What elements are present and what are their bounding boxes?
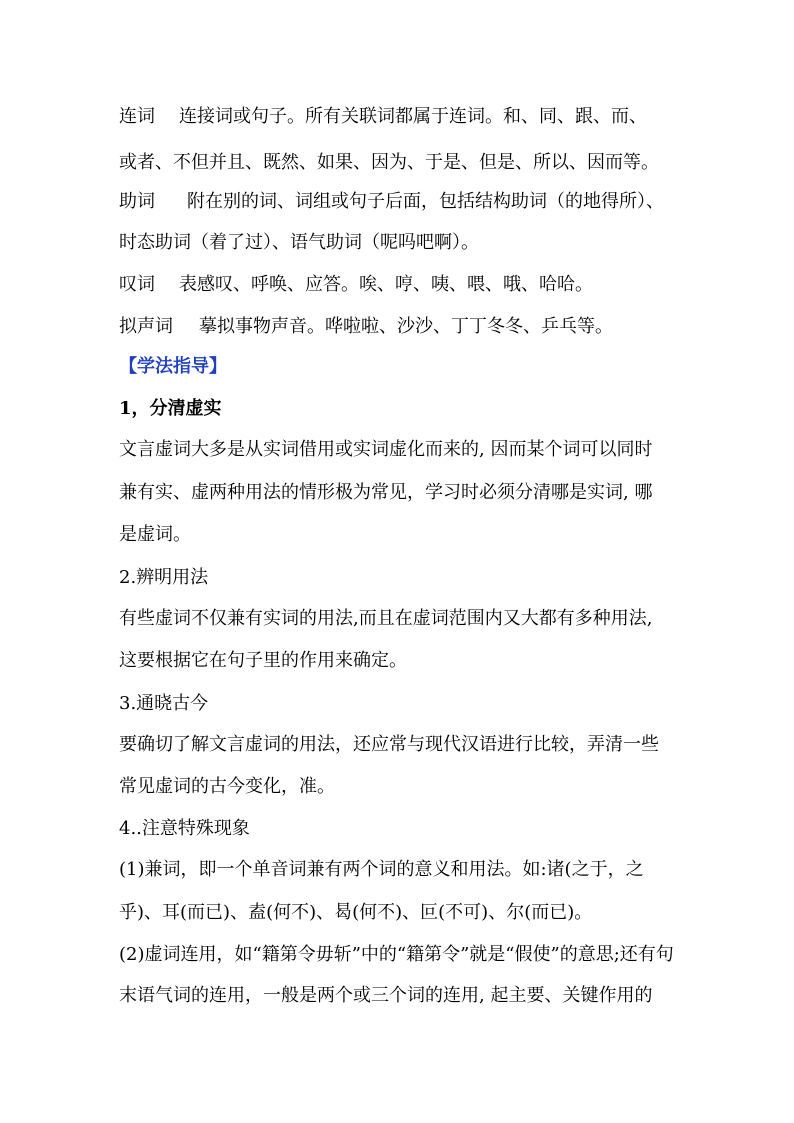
guidance-1-title: 1，分清虚实: [119, 398, 222, 419]
guidance-4-line-1: (1)兼词，即一个单音词兼有两个词的意义和用法。如:诸(之于，之: [119, 859, 644, 880]
guidance-2-title: 2.辨明用法: [119, 567, 209, 588]
term-particle: 助词: [119, 191, 155, 212]
definition-interjection: 表感叹、呼唤、应答。唉、哼、咦、喂、哦、哈哈。: [179, 274, 593, 295]
guidance-2-line-2: 这要根据它在句子里的作用来确定。: [119, 650, 407, 671]
guidance-1-line-1: 文言虚词大多是从实词借用或实词虚化而来的, 因而某个词可以同时: [119, 439, 653, 460]
guidance-3-title: 3.通晓古今: [119, 693, 209, 714]
guidance-3-line-2: 常见虚词的古今变化，准。: [119, 776, 335, 797]
definition-particle: 附在别的词、词组或句子后面，包括结构助词（的地得所）、: [187, 191, 664, 212]
interjection-line: [119, 273, 694, 297]
definition-onomatopoeia: 摹拟事物声音。哗啦啦、沙沙、丁丁冬冬、乒乓等。: [199, 316, 613, 337]
particle-line: [119, 190, 694, 214]
conjunction-line: [119, 105, 694, 129]
guidance-3-line-1: 要确切了解文言虚词的用法，还应常与现代汉语进行比较，弄清一些: [119, 734, 659, 755]
term-interjection: 叹词: [119, 274, 155, 295]
particle-continuation: 时态助词（着了过）、语气助词（呢吗吧啊）。: [119, 232, 479, 253]
term-conjunction: 连词: [119, 106, 155, 127]
section-heading: 【学法指导】: [119, 356, 227, 377]
term-onomatopoeia: 拟声词: [119, 316, 173, 337]
definition-conjunction: 连接词或句子。所有关联词都属于连词。和、同、跟、而、: [179, 106, 647, 127]
guidance-4-title: 4..注意特殊现象: [119, 818, 250, 839]
guidance-4-line-2: 乎)、耳(而已)、盍(何不)、曷(何不)、叵(不可)、尔(而已)。: [119, 902, 593, 923]
guidance-2-line-1: 有些虚词不仅兼有实词的用法,而且在虚词范围内又大都有多种用法,: [119, 608, 653, 629]
guidance-4-line-4: 末语气词的连用，一般是两个或三个词的连用, 起主要、关键作用的: [119, 985, 653, 1006]
guidance-4-line-3: (2)虚词连用，如“籍第令毋斩”中的“籍第令”就是“假使”的意思;还有句: [119, 944, 674, 965]
onomatopoeia-line: [119, 315, 694, 339]
guidance-1-line-2: 兼有实、虚两种用法的情形极为常见，学习时必须分清哪是实词, 哪: [119, 482, 653, 503]
conjunction-continuation: 或者、不但并且、既然、如果、因为、于是、但是、所以、因而等。: [119, 152, 659, 173]
guidance-1-line-3: 是虚词。: [119, 524, 191, 545]
